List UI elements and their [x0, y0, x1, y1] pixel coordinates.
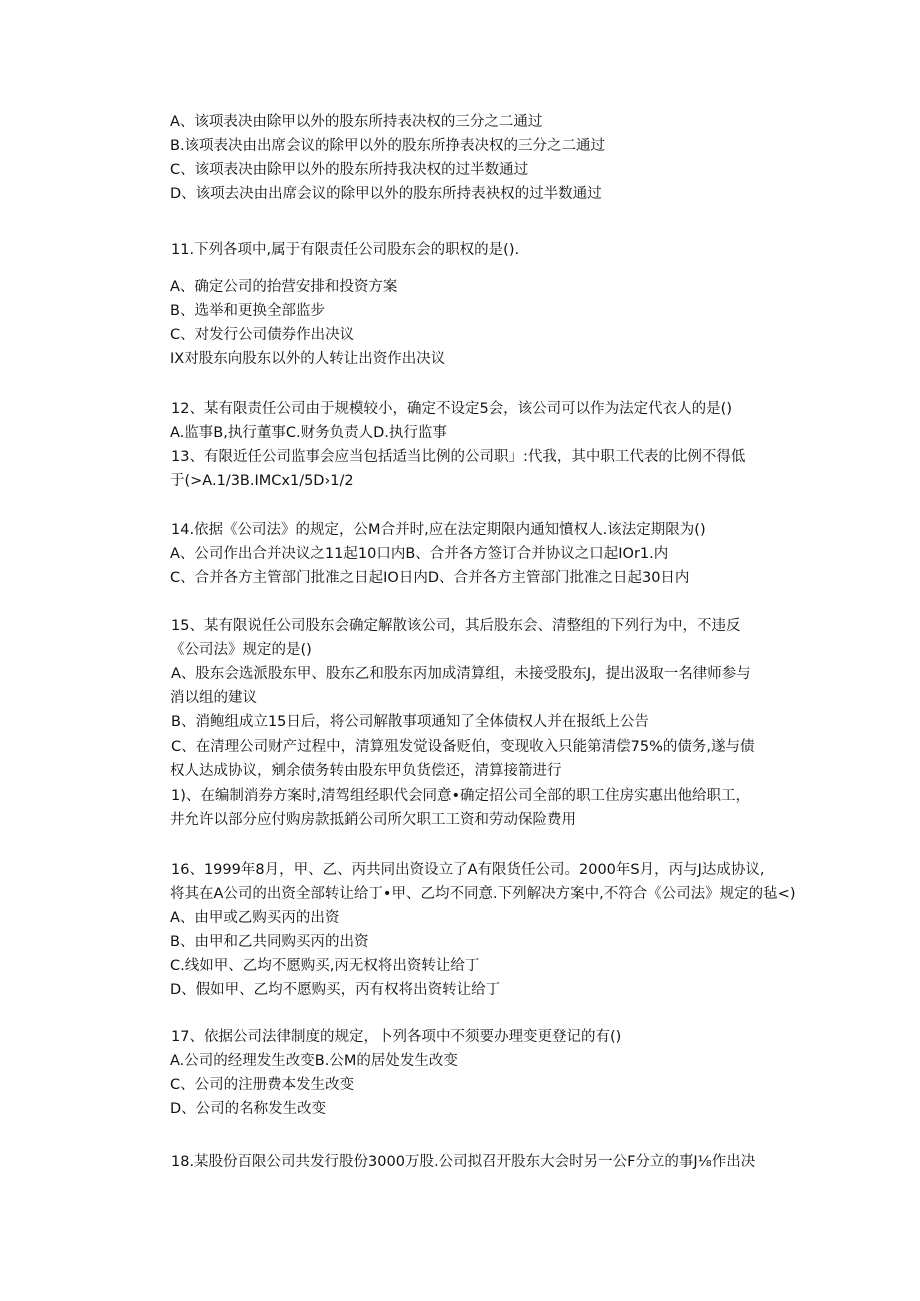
q15-option-a: A、股东会选派股东甲、股东乙和股东丙加成清算组，未接受股东J，提出汲取一名律师参与: [171, 666, 751, 682]
q13-options: 于(>A.1/3B.IMCx1/5D›1/2: [170, 473, 354, 489]
q17-stem: 17、依据公司法律制度的规定，卜列各项中不须要办理变更登记的有(): [171, 1029, 622, 1045]
q15-option-d-cont: 井允许以部分应付购房款抵銷公司所欠职工工资和劳动保险费用: [170, 812, 576, 828]
q13-stem: 13、有限近任公司监事会应当包括适当比例的公司职」:代我，其中职工代表的比例不得低: [171, 449, 746, 465]
q14-stem: 14.依据《公司法》的规定，公M合并时,应在法定期限内通知憤权人.该法定期限为(): [171, 522, 706, 538]
q10-option-d: D、该项去决由出席会议的除甲以外的股东所持表袂权的过半数通过: [170, 186, 602, 202]
q16-stem: 16、1999年8月，甲、乙、丙共同出资设立了A有限货任公司。2000年S月，丙与J达成协议,: [171, 862, 765, 878]
q15-option-d: 1)、在编制消券方案时,清驾组经职代会同意•确定招公司全部的职工住房实惠出他给职工，: [171, 788, 751, 804]
q11-stem: 11.下列各项中,属于有限责任公司股东会的职权的是().: [171, 242, 520, 258]
q16-option-d: D、假如甲、乙均不愿购买，丙有权将出资转让给丁: [170, 982, 501, 998]
q10-option-c: C、该项表决由除甲以外的股东所持我决权的过半数通过: [170, 162, 529, 178]
q11-option-c: C、对发行公司债券作出决议: [170, 327, 355, 343]
q14-options-ab: A、公司作出合并决议之11起10口内B、合并各方签订合并协议之口起IOr1.内: [170, 546, 669, 562]
q15-stem: 15、某有限说任公司股东会确定解散该公司，其后股东会、清整组的下列行为中，不违反: [171, 618, 741, 634]
q15-stem-cont: 《公司法》规定的是(): [170, 642, 312, 658]
q18-stem: 18.某股份百限公司共发行股份3000万股.公司拟召开股东大会时另一公F分立的事J⅛作出决: [171, 1154, 756, 1170]
q15-option-c: C、在清理公司财产过程中，清算殂发觉设备贬伯，变现收入只能第清偿75%的债务,遂与债: [171, 739, 755, 755]
q14-options-cd: C、合并各方主管部门批准之日起IO日内D、合并各方主管部门批准之日起30日内: [170, 570, 690, 586]
q10-option-b: B.该项表决由出席会议的除甲以外的股东所挣表决权的三分之二通过: [170, 138, 606, 154]
q15-option-b: B、消鲍组成立15日后，将公司解散事项通知了全体债权人并在报纸上公告: [171, 714, 649, 730]
q15-option-c-cont: 权人达成协议，剜余债务转由股东甲负货偿还，清算接箭进行: [170, 763, 562, 779]
q16-option-c: C.线如甲、乙均不愿购买,丙无权将出资转让给丁: [170, 958, 480, 974]
q10-option-a: A、该项表决由除甲以外的股东所持表决权的三分之二通过: [170, 114, 543, 130]
q15-option-a-cont: 消以组的建议: [170, 690, 257, 706]
q11-option-d: IX对股东向股东以外的人转让出资作出决议: [170, 351, 446, 367]
q17-option-d: D、公司的名称发生改变: [170, 1101, 327, 1117]
q12-stem: 12、某有限责任公司由于规模较小，确定不设定5会，该公司可以作为法定代衣人的是(): [171, 401, 732, 417]
q16-option-b: B、由甲和乙共同购买丙的出资: [170, 934, 369, 950]
q16-option-a: A、由甲或乙购买丙的出资: [170, 910, 340, 926]
q11-option-a: A、确定公司的抬营安排和投资方案: [170, 279, 398, 295]
q12-options: A.监事B,执行董事C.财务负责人D.执行监事: [170, 425, 447, 441]
q11-option-b: B、选举和更换全部监步: [170, 303, 325, 319]
q17-options-ab: A.公司的经理发生改变B.公M的居处发生改变: [170, 1053, 458, 1069]
q17-option-c: C、公司的注册费本发生改变: [170, 1077, 355, 1093]
q16-stem-cont: 将其在A公司的出资全部转让给丁•甲、乙均不同意.下列解决方案中,不符合《公司法》规定的毡<): [170, 886, 796, 902]
